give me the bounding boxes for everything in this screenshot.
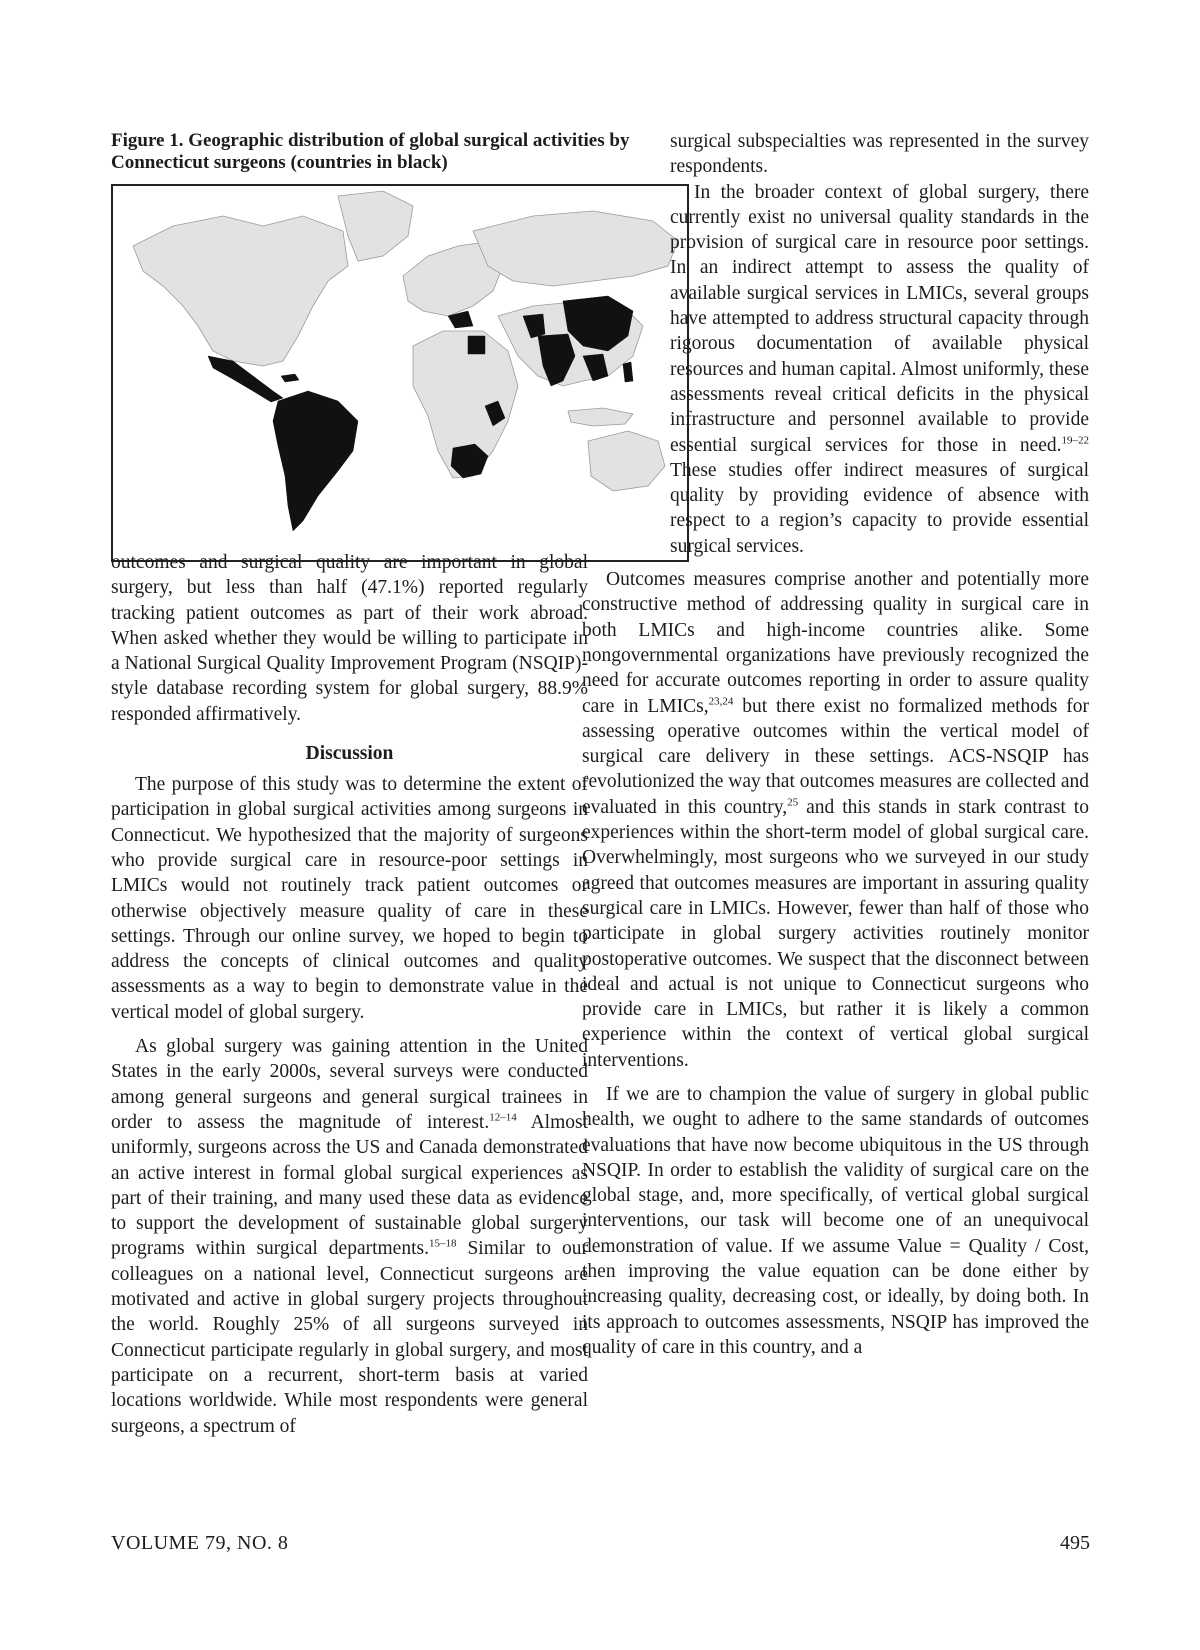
left-paragraph-3-text-b: Almost uniformly, surgeons across the US and Canada demonstrated an active interest in formal global surgical experiences as part of their training, and many used these data as evidence to support the development of sustainable global surgery programs within surgical departments. <box>111 1111 588 1260</box>
left-paragraph-1: outcomes and surgical quality are important in global surgery, but less than half (47.1%) reported regularly tracking patient outcomes as part of their work abroad. When asked whether they would be willing to participate in a National Surgical Quality Improvement Program (NSQIP)-style database recording system for global surgery, 88.9% responded affirmatively. <box>111 552 588 725</box>
left-column <box>111 550 588 1439</box>
citation-superscript: 19–22 <box>1061 434 1089 447</box>
map-north-america <box>133 216 348 366</box>
citation-superscript: 12–14 <box>489 1111 517 1124</box>
right-paragraph-1: surgical subspecialties was represented in the survey respondents. <box>670 131 1089 178</box>
left-paragraph-2: The purpose of this study was to determine the extent of participation in global surgical activities among surgeons in Connecticut. We hypothesized that the majority of surgeons who provide surgical care in resource-poor settings in LMICs would not routinely track patient outcomes or otherwise objectively measure quality of care in these settings. Through our online survey, we hoped to begin to address the concepts of clinical outcomes and quality assessments as a way to begin to demonstrate value in the vertical model of global surgery. <box>111 774 588 1023</box>
footer-volume: VOLUME 79, NO. 8 <box>111 1532 289 1554</box>
right-paragraph-3-text-b: but there exist no formalized methods for assessing operative outcomes within the vertical model of surgical care delivery in these settings. ACS-NSQIP has revolutionized the way that outcomes measures are collected and evaluated in this country, <box>582 695 1089 818</box>
footer-page-number: 495 <box>1060 1532 1090 1554</box>
right-paragraph-2 <box>670 180 1089 559</box>
right-column <box>582 129 1089 1360</box>
left-paragraph-3 <box>111 1034 588 1439</box>
map-egypt <box>468 336 485 354</box>
right-paragraph-4: If we are to champion the value of surgery in global public health, we ought to adhere to the same standards of outcomes evaluations that have now become ubiquitous in the US through NSQIP. In order to establish the validity of surgical care on the global stage, and, more specifically, of vertical global surgical interventions, our task will become one of an unequivocal demonstration of value. If we assume Value = Quality / Cost, then improving the value equation can be done either by increasing quality, decreasing cost, or ideally, by doing both. In its approach to outcomes assessments, NSQIP has improved the quality of care in this country, and a <box>582 1083 1089 1358</box>
left-paragraph-3-text-a: As global surgery was gaining attention in the United States in the early 2000s, several surveys were conducted among general surgeons and general surgical trainees in order to assess the magnitude of interest. <box>111 1036 588 1133</box>
citation-superscript: 23,24 <box>708 695 734 708</box>
map-south-america <box>273 391 358 531</box>
right-paragraph-3-text-a: Outcomes measures comprise another and potentially more constructive method of addressing quality in surgical care in both LMICs and high-income countries alike. Some nongovernmental organizations have previously recognized the need for accurate outcomes reporting in order to assure quality care in LMICs, <box>582 569 1089 717</box>
figure-caption: Figure 1. Geographic distribution of global surgical activities by Connecticut surgeons (countries in black) <box>111 130 630 173</box>
citation-superscript: 15–18 <box>428 1237 457 1250</box>
map-caribbean <box>281 374 299 382</box>
right-paragraph-3 <box>582 567 1089 1073</box>
left-paragraph-3-text-c: Similar to our colleagues on a national level, Connecticut surgeons are motivated and active in global surgery projects throughout the world. Roughly 25% of all surgeons surveyed in Connecticut participate regularly in global surgery, and most participate on a recurrent, short-term basis at varied locations worldwide. While most respondents were general surgeons, a spectrum of <box>111 1238 588 1437</box>
right-paragraph-2-text-a: In the broader context of global surgery, there currently exist no universal quality standards in the provision of surgical care in resource poor settings. In an indirect attempt to assess the quality of available surgical services in LMICs, several groups have attempted to address structural capacity through rigorous documentation of available physical resources and human capital. Almost uniformly, these assessments reveal critical deficits in the physical infrastructure and personnel available to provide essential surgical services for those in need. <box>670 181 1089 456</box>
discussion-heading: Discussion <box>305 743 394 765</box>
right-paragraph-2-text-b: These studies offer indirect measures of surgical quality by providing evidence of absence with respect to a region’s capacity to provide essential surgical services. <box>670 459 1089 557</box>
right-paragraph-3-text-c: and this stands in stark contrast to experiences within the short-term model of global surgical care. Overwhelmingly, most surgeons who we surveyed in our study agreed that outcomes measures are important in assuring quality surgical care in LMICs. However, fewer than half of those who participate in global surgery activities routinely monitor postoperative outcomes. We suspect that the disconnect between ideal and actual is not unique to Connecticut surgeons who provide care in LMICs, but rather it is likely a common experience within the context of vertical global surgical interventions. <box>582 796 1089 1071</box>
citation-superscript: 25 <box>787 796 799 809</box>
map-greenland <box>338 191 413 261</box>
